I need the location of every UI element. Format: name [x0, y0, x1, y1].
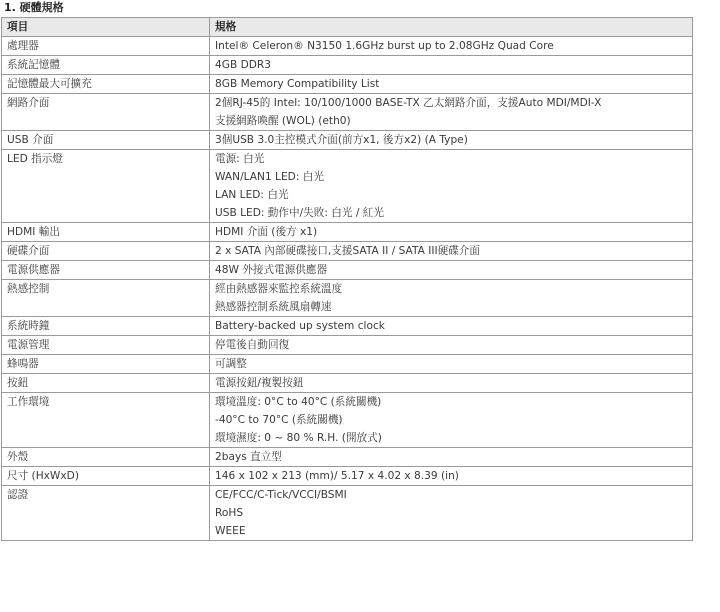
spec-value	[210, 242, 693, 261]
spec-value	[210, 94, 693, 131]
spec-value	[210, 393, 693, 448]
spec-value	[210, 56, 693, 75]
spec-value-line: WAN/LAN1 LED: 白光	[215, 171, 324, 183]
spec-label: 網路介面	[2, 94, 210, 131]
spec-label: 系統記憶體	[2, 56, 210, 75]
spec-value-line: 2 x SATA 內部硬碟接口,支援SATA II / SATA III硬碟介面	[215, 245, 480, 257]
spec-value	[210, 261, 693, 280]
spec-value	[210, 317, 693, 336]
spec-value-line: RoHS	[215, 507, 244, 519]
spec-value-line: 48W 外接式電源供應器	[215, 264, 328, 276]
table-row	[2, 150, 693, 223]
table-header-row	[2, 18, 693, 37]
spec-value-line: 電源: 白光	[215, 153, 265, 165]
spec-value	[210, 355, 693, 374]
spec-value-line: 環境溫度: 0°C to 40°C (系統關機)	[215, 396, 382, 408]
spec-label: 熱感控制	[2, 280, 210, 317]
spec-label: USB 介面	[2, 131, 210, 150]
spec-value-line: 2個RJ-45的 Intel: 10/100/1000 BASE-TX 乙太網路介面，支援Auto MDI/MDI-X	[215, 97, 602, 109]
spec-value-line: 支援網路喚醒 (WOL) (eth0)	[215, 115, 351, 127]
spec-label: 認證	[2, 486, 210, 541]
spec-label: HDMI 輸出	[2, 223, 210, 242]
table-row	[2, 223, 693, 242]
table-row	[2, 374, 693, 393]
spec-value-line: LAN LED: 白光	[215, 189, 289, 201]
spec-value-line: 3個USB 3.0主控模式介面(前方x1, 後方x2) (A Type)	[215, 134, 468, 146]
spec-value-line: -40°C to 70°C (系統關機)	[215, 414, 343, 426]
spec-label: 硬碟介面	[2, 242, 210, 261]
table-row	[2, 94, 693, 131]
spec-value-line: WEEE	[215, 525, 246, 537]
spec-label: 尺寸 (HxWxD)	[2, 467, 210, 486]
spec-value	[210, 150, 693, 223]
table-row	[2, 242, 693, 261]
spec-value-line: 8GB Memory Compatibility List	[215, 78, 380, 90]
table-row	[2, 393, 693, 448]
spec-label: LED 指示燈	[2, 150, 210, 223]
spec-value	[210, 37, 693, 56]
spec-value-line: 2bays 直立型	[215, 451, 282, 463]
table-row	[2, 75, 693, 94]
spec-value-line: 環境濕度: 0 ~ 80 % R.H. (開放式)	[215, 432, 382, 444]
spec-value	[210, 223, 693, 242]
spec-label: 電源供應器	[2, 261, 210, 280]
table-body	[2, 37, 693, 541]
table-row	[2, 317, 693, 336]
spec-value-line: 停電後自動回復	[215, 339, 290, 351]
spec-label: 外殼	[2, 448, 210, 467]
spec-value-line: 熱感器控制系統風扇轉速	[215, 301, 332, 313]
spec-value-line: Intel® Celeron® N3150 1.6GHz burst up to 2.08GHz Quad Core	[215, 40, 554, 52]
spec-value	[210, 486, 693, 541]
spec-value	[210, 467, 693, 486]
spec-value	[210, 75, 693, 94]
spec-value-line: HDMI 介面 (後方 x1)	[215, 226, 318, 238]
table-row	[2, 467, 693, 486]
spec-label: 處理器	[2, 37, 210, 56]
table-row	[2, 486, 693, 541]
table-row	[2, 56, 693, 75]
column-header-spec: 規格	[210, 18, 693, 37]
spec-value	[210, 336, 693, 355]
table-row	[2, 336, 693, 355]
spec-value	[210, 374, 693, 393]
spec-value-line: 4GB DDR3	[215, 59, 271, 71]
hardware-spec-table	[1, 17, 693, 541]
table-row	[2, 448, 693, 467]
spec-label: 電源管理	[2, 336, 210, 355]
spec-label: 按鈕	[2, 374, 210, 393]
table-row	[2, 355, 693, 374]
spec-value	[210, 131, 693, 150]
table-row	[2, 131, 693, 150]
spec-label: 記憶體最大可擴充	[2, 75, 210, 94]
section-title: 1. 硬體規格	[4, 1, 64, 14]
column-header-item: 項目	[2, 18, 210, 37]
table-row	[2, 37, 693, 56]
spec-value-line: USB LED: 動作中/失敗: 白光 / 紅光	[215, 207, 384, 219]
spec-value-line: 146 x 102 x 213 (mm)/ 5.17 x 4.02 x 8.39 (in)	[215, 470, 459, 482]
table-row	[2, 261, 693, 280]
spec-label: 蜂鳴器	[2, 355, 210, 374]
spec-value-line: 經由熱感器來監控系統溫度	[215, 283, 343, 295]
spec-value-line: CE/FCC/C-Tick/VCCI/BSMI	[215, 489, 347, 501]
spec-value	[210, 280, 693, 317]
spec-label: 工作環境	[2, 393, 210, 448]
spec-value-line: 可調整	[215, 358, 247, 370]
spec-value-line: 電源按鈕/複製按鈕	[215, 377, 304, 389]
spec-value-line: Battery-backed up system clock	[215, 320, 385, 332]
spec-value	[210, 448, 693, 467]
table-row	[2, 280, 693, 317]
spec-label: 系統時鐘	[2, 317, 210, 336]
